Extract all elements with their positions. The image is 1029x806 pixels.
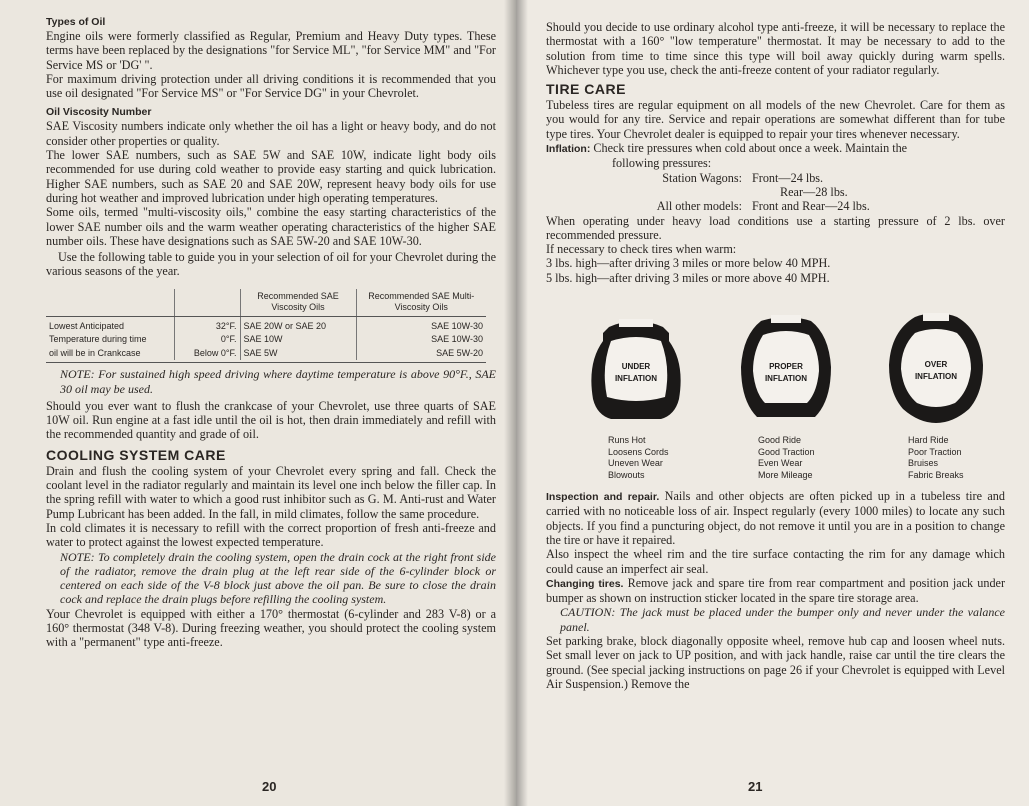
list-item: Bruises <box>908 458 939 469</box>
changing-label: Changing tires. <box>546 577 624 590</box>
inflation-text-2: following pressures: <box>612 156 712 171</box>
gutter-shadow <box>516 0 528 806</box>
rec-cell: SAE 10W <box>240 333 356 347</box>
other-models-label: All other models: <box>656 199 742 214</box>
oil-table-corner <box>46 289 174 317</box>
temp-cell: 0°F. <box>174 333 240 347</box>
viscosity-paragraph-4: Use the following table to guide you in your selection of oil for your Chevrolet during the various seasons of the year. <box>46 250 496 279</box>
tire-over-inflation <box>876 311 996 481</box>
cooling-paragraph-1: Drain and flush the cooling system of your Chevrolet every spring and fall. Check the coolant level in the radiator regularly and maintain its level one inch below the filler cap. In the spring refill with water to which a good rust inhibitor such as G. M. Anti-rust and Water Pump Lubricant has been added. In the fall, in mild climates, follow the same procedure. <box>46 463 496 521</box>
table-rule <box>46 362 486 363</box>
oil-table-temp-header <box>174 289 240 317</box>
other-models-value: Front and Rear—24 lbs. <box>752 199 870 214</box>
antifreeze-paragraph: Should you decide to use ordinary alcohol type anti-freeze, it will be necessary to replace the thermostat with a 160° "low temperature" thermostat. It may be necessary to add to the solution from time to time since this type will boil away quickly during warm spells. Whichever type you use, check the anti-freeze content of your radiator regularly. <box>546 20 1005 77</box>
multi-cell: SAE 10W-30 <box>356 316 486 333</box>
inspection-paragraph <box>546 489 1005 547</box>
list-item: Blowouts <box>608 469 645 480</box>
tire-label-2: INFLATION <box>764 374 808 384</box>
over-inflation-tire-icon <box>881 311 991 429</box>
inflation-label: Inflation: <box>546 143 591 156</box>
multi-cell: SAE 10W-30 <box>356 333 486 347</box>
row-label: oil will be in Crankcase <box>49 347 141 358</box>
high-line-1: 3 lbs. high—after driving 3 miles or more below 40 MPH. <box>546 256 831 271</box>
row-label: Temperature during time <box>49 334 147 345</box>
under-effects-list <box>608 435 696 481</box>
station-wagons-label: Station Wagons: <box>662 170 742 185</box>
rec-cell: SAE 5W <box>240 347 356 361</box>
row-label: Lowest Anticipated <box>49 320 125 331</box>
changing-text: Remove jack and spare tire from rear compartment and position jack under bumper as shown on instruction sticker located in the spare tire storage area. <box>546 575 1006 606</box>
also-inspect-paragraph: Also inspect the wheel rim and the tire surface contacting the rim for any damage which could cause an imperfect air seal. <box>546 547 1005 576</box>
page-21 <box>516 0 1029 806</box>
inflation-paragraph <box>546 141 1005 156</box>
list-item: Hard Ride <box>908 435 949 446</box>
sw-rear: Rear—28 lbs. <box>780 184 848 199</box>
inflation-text: Check tire pressures when cold about once a week. Maintain the <box>593 141 908 156</box>
tire-diagrams <box>576 311 996 481</box>
cooling-paragraph-3: Your Chevrolet is equipped with either a 170° thermostat (6-cylinder and 283 V-8) or a 160° thermostat (348 V-8). During freezing weather, you should protect the cooling system with a "permanent" type anti-freeze. <box>46 606 496 650</box>
viscosity-paragraph-1: SAE Viscosity numbers indicate only whether the oil has a light or heavy body, and do not consider other properties or quality. <box>46 119 496 148</box>
temp-cell: Below 0°F. <box>174 347 240 361</box>
page-number: 21 <box>748 778 763 794</box>
cooling-system-heading: COOLING SYSTEM CARE <box>46 446 226 463</box>
list-item: Poor Traction <box>908 446 962 457</box>
gutter-shadow <box>504 0 516 806</box>
types-of-oil-heading: Types of Oil <box>46 16 106 28</box>
cooling-paragraph-2: In cold climates it is necessary to refill with the correct proportion of fresh anti-freeze and water to protect against the lowest expected temperature. <box>46 520 496 550</box>
table-row <box>46 333 486 347</box>
flush-paragraph: Should you ever want to flush the crankcase of your Chevrolet, use three quarts of SAE 10W oil. Run engine at a fast idle until the oil is hot, then drain immediately and refill with the recommended quantity and grade of oil. <box>46 398 496 442</box>
types-paragraph-2: For maximum driving protection under all driving conditions it is recommended that you use oil designated "For Service MS" or "For Service DG" in your Chevrolet. <box>46 71 496 101</box>
list-item: Uneven Wear <box>608 458 663 469</box>
tire-label-2: INFLATION <box>914 372 958 382</box>
oil-note: NOTE: For sustained high speed driving where daytime temperature is above 90°F., SAE 30 oil may be used. <box>60 367 496 396</box>
rec-cell: SAE 20W or SAE 20 <box>240 316 356 333</box>
sw-front: Front—24 lbs. <box>752 170 824 185</box>
list-item: Good Traction <box>758 446 815 457</box>
check-warm-paragraph: If necessary to check tires when warm: <box>546 242 737 257</box>
types-paragraph-1: Engine oils were formerly classified as Regular, Premium and Heavy Duty types. These terms have been replaced by the designations "for Service ML", "for Service MM" and "For Service MS or 'DG' ". <box>46 29 496 72</box>
oil-table-rec-header: Recommended SAE Viscosity Oils <box>240 289 356 317</box>
cooling-note: NOTE: To completely drain the cooling system, open the drain cock at the right front side of the radiator, remove the drain plug at the left rear side of the 6-cylinder block or centered on each side of the V-8 block just above the oil pan. Be sure to close the drain cock and replace the drain plugs before refilling the cooling system. <box>60 549 496 607</box>
caution-note: CAUTION: The jack must be placed under the bumper only and never under the valance panel. <box>560 605 1005 634</box>
multi-cell: SAE 5W-20 <box>356 347 486 361</box>
tire-label-1: PROPER <box>769 362 803 372</box>
heavy-load-paragraph: When operating under heavy load conditions use a starting pressure of 2 lbs. over recommended pressure. <box>546 213 1005 242</box>
list-item: Fabric Breaks <box>908 469 964 480</box>
page-number: 20 <box>262 778 277 794</box>
inspection-label: Inspection and repair. <box>546 491 660 504</box>
tire-proper-inflation <box>726 311 846 481</box>
pressure-list <box>546 171 1005 214</box>
under-inflation-tire-icon <box>581 311 691 429</box>
oil-table <box>46 289 486 361</box>
oil-table-multi-header: Recommended SAE Multi-Viscosity Oils <box>356 289 486 317</box>
tire-label-1: OVER <box>924 360 948 370</box>
viscosity-heading: Oil Viscosity Number <box>46 106 152 119</box>
over-effects-list <box>908 435 996 481</box>
inspection-text: Nails and other objects are often picked up in a tubeless tire and carried with no noticeable loss of air. Inspect regularly (every 1000 miles) to locate any such objects. If you find a puncturing object, do not remove it until you are in a position to change the tire or have it repaired. <box>546 489 1005 547</box>
list-item: Even Wear <box>758 458 803 469</box>
temp-cell: 32°F. <box>174 316 240 333</box>
list-item: Loosens Cords <box>608 446 669 457</box>
tire-paragraph-1: Tubeless tires are regular equipment on all models of the new Chevrolet. Care for them as you would for any tire. Service and repair operations are somewhat different than for tube type tires. Your Chevrolet dealer is equipped to repair your tires whenever necessary. <box>546 98 1005 141</box>
tire-care-heading: TIRE CARE <box>546 81 626 98</box>
viscosity-paragraph-2: The lower SAE numbers, such as SAE 5W and SAE 10W, indicate light body oils recommended for use during cold weather to provide easy starting and quick lubrication. Higher SAE numbers, such as SAE 20 and SAE 20W, represent heavy body oils for use during hot weather and improved lubrication under high operating temperatures. <box>46 148 496 205</box>
tire-label-1: UNDER <box>621 362 651 372</box>
viscosity-paragraph-3: Some oils, termed "multi-viscosity oils," combine the easy starting characteristics of the lower SAE number oils and the warm weather operating characteristics of the higher SAE number oils. These have designations such as SAE 5W-20 and SAE 10W-30. <box>46 205 496 248</box>
changing-paragraph <box>546 576 1005 606</box>
proper-inflation-tire-icon <box>731 311 841 429</box>
jack-paragraph: Set parking brake, block diagonally opposite wheel, remove hub cap and loosen wheel nuts. Set small lever on jack to UP position, and with jack handle, raise car until the tire clears the ground. (See special jacking instructions on page 26 if your Chevrolet is equipped with Level Air Suspension.) Remove the <box>546 634 1005 691</box>
table-row <box>46 347 486 361</box>
tire-label-2: INFLATION <box>614 374 658 384</box>
list-item: More Mileage <box>758 469 813 480</box>
table-row <box>46 316 486 333</box>
list-item: Good Ride <box>758 435 802 446</box>
proper-effects-list <box>758 435 846 481</box>
high-line-2: 5 lbs. high—after driving 3 miles or more above 40 MPH. <box>546 270 830 285</box>
tire-under-inflation <box>576 311 696 481</box>
list-item: Runs Hot <box>608 435 646 446</box>
